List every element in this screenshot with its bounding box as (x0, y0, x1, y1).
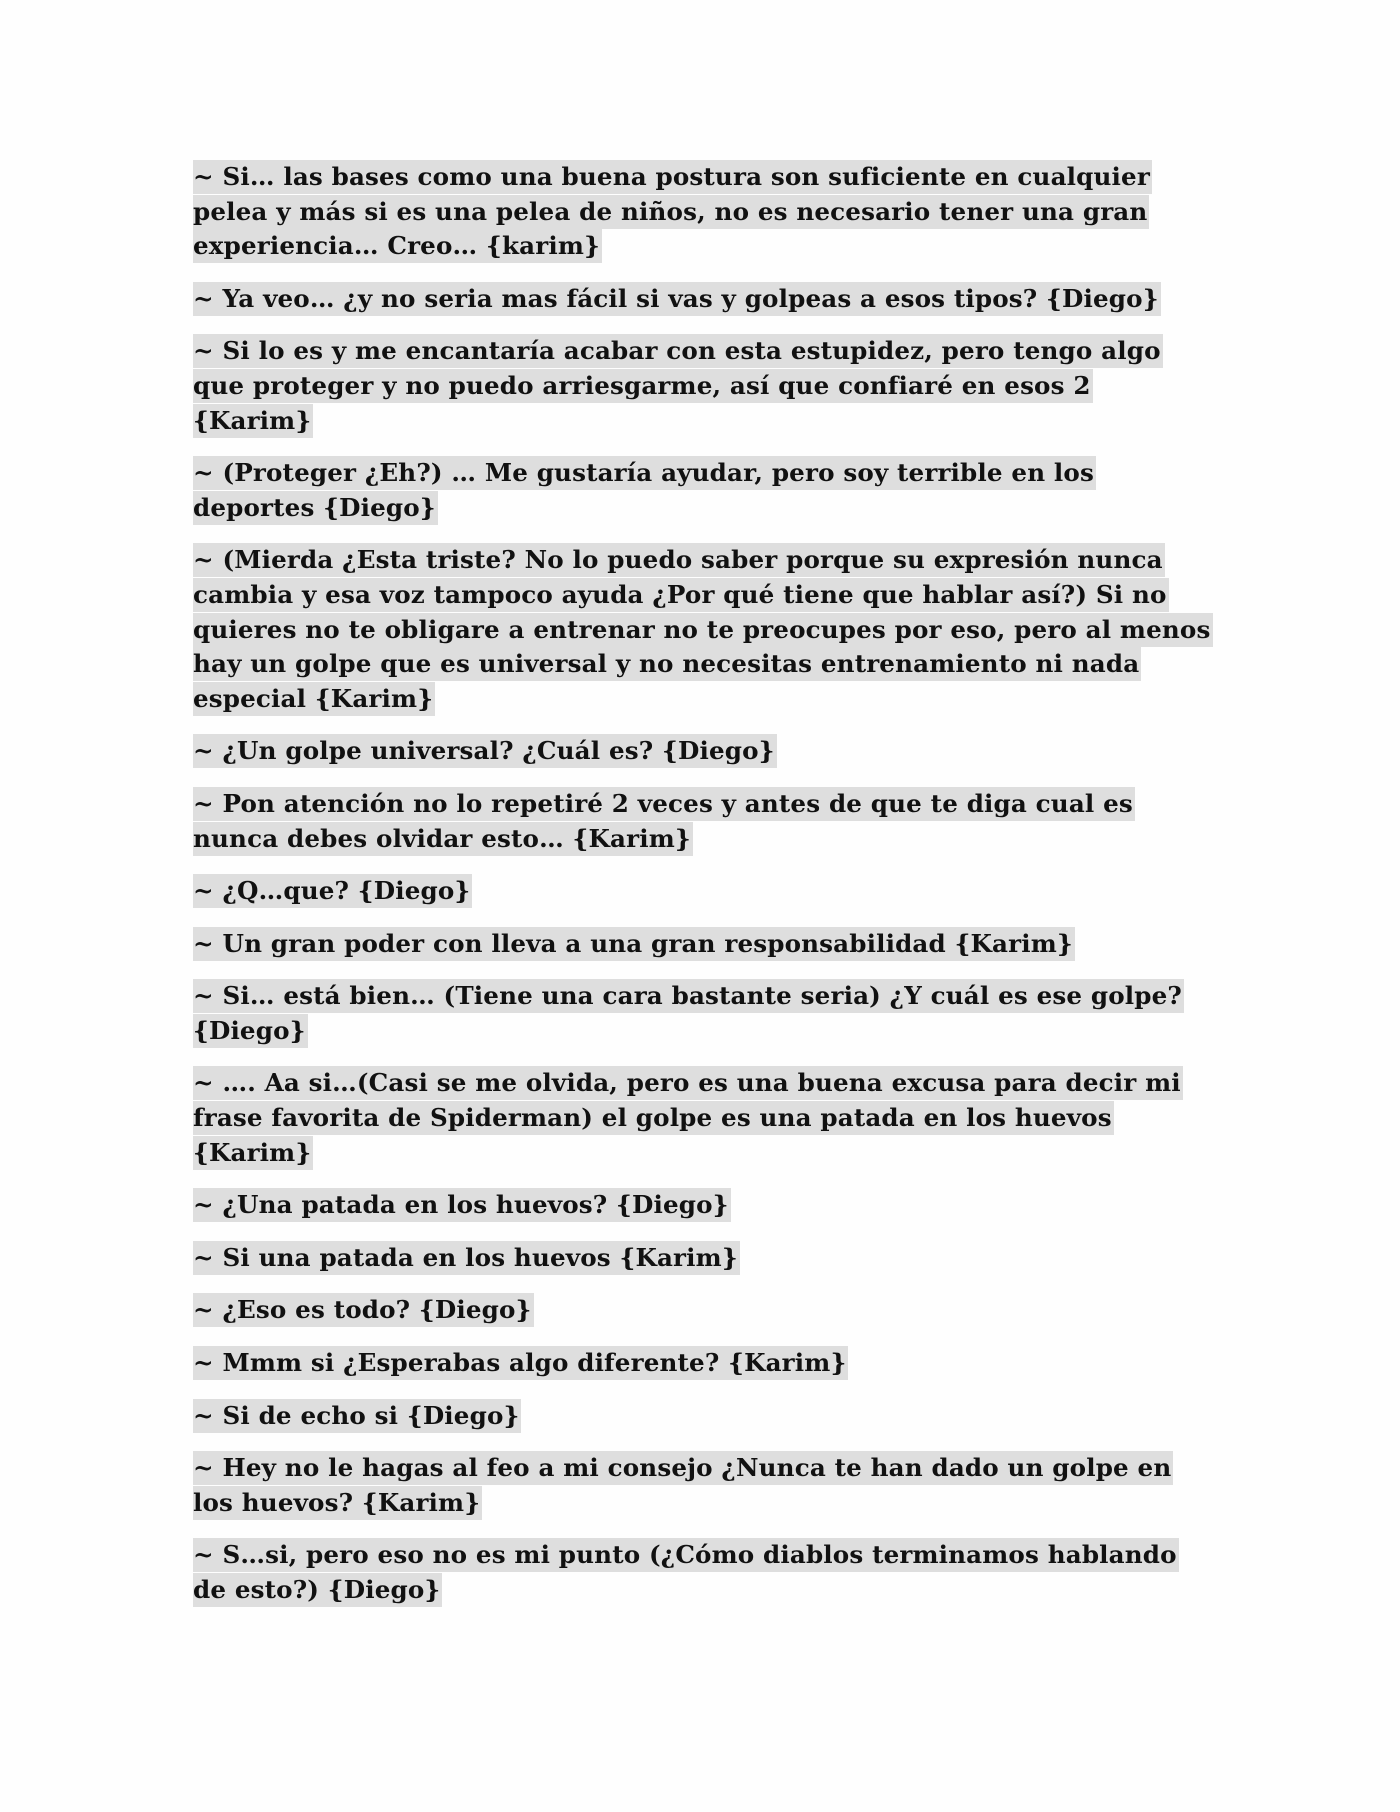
dialogue-line (193, 1451, 1213, 1520)
dialogue-line (193, 456, 1213, 525)
dialogue-line-text: ~ …. Aa si…(Casi se me olvida, pero es una buena excusa para decir mi frase favorita de Spiderman) el golpe es una patada en los huevos {Karim} (193, 1066, 1183, 1169)
dialogue-line (193, 1241, 1213, 1276)
dialogue-line-text: ~ Si una patada en los huevos {Karim} (193, 1241, 740, 1275)
dialogue-line (193, 874, 1213, 909)
dialogue-line (193, 543, 1213, 716)
dialogue-line-text: ~ Ya veo… ¿y no seria mas fácil si vas y golpeas a esos tipos? {Diego} (193, 282, 1161, 316)
dialogue-line-text: ~ Si de echo si {Diego} (193, 1399, 521, 1433)
dialogue-line-text: ~ Un gran poder con lleva a una gran responsabilidad {Karim} (193, 927, 1075, 961)
dialogue-line-text: ~ ¿Un golpe universal? ¿Cuál es? {Diego} (193, 734, 777, 768)
dialogue-line-text: ~ ¿Eso es todo? {Diego} (193, 1293, 534, 1327)
dialogue-line (193, 1346, 1213, 1381)
dialogue-line-text: ~ Mmm si ¿Esperabas algo diferente? {Karim} (193, 1346, 848, 1380)
dialogue-line (193, 787, 1213, 856)
dialogue-line-text: ~ (Mierda ¿Esta triste? No lo puedo saber porque su expresión nunca cambia y esa voz tampoco ayuda ¿Por qué tiene que hablar así?) Si no quieres no te obligare a entrenar no te preocupes por eso, pero al menos hay un golpe que es universal y no necesitas entrenamiento ni nada especial {Karim} (193, 543, 1213, 715)
dialogue-line-text: ~ ¿Una patada en los huevos? {Diego} (193, 1188, 731, 1222)
dialogue-line (193, 1399, 1213, 1434)
dialogue-line-text: ~ ¿Q…que? {Diego} (193, 874, 472, 908)
dialogue-line (193, 282, 1213, 317)
dialogue-line (193, 160, 1213, 264)
dialogue-line (193, 1066, 1213, 1170)
dialogue-line-text: ~ Si… está bien… (Tiene una cara bastante seria) ¿Y cuál es ese golpe? {Diego} (193, 979, 1184, 1048)
dialogue-text-block (193, 160, 1213, 1626)
dialogue-line (193, 1293, 1213, 1328)
dialogue-line-text: ~ S…si, pero eso no es mi punto (¿Cómo diablos terminamos hablando de esto?) {Diego} (193, 1538, 1179, 1607)
dialogue-line (193, 734, 1213, 769)
dialogue-line-text: ~ Hey no le hagas al feo a mi consejo ¿Nunca te han dado un golpe en los huevos? {Karim} (193, 1451, 1173, 1520)
dialogue-line (193, 1188, 1213, 1223)
dialogue-line (193, 1538, 1213, 1607)
dialogue-line (193, 979, 1213, 1048)
dialogue-line-text: ~ (Proteger ¿Eh?) … Me gustaría ayudar, pero soy terrible en los deportes {Diego} (193, 456, 1096, 525)
dialogue-line-text: ~ Si… las bases como una buena postura son suficiente en cualquier pelea y más si es una pelea de niños, no es necesario tener una gran experiencia… Creo… {karim} (193, 160, 1152, 263)
dialogue-line (193, 927, 1213, 962)
dialogue-line-text: ~ Pon atención no lo repetiré 2 veces y antes de que te diga cual es nunca debes olvidar esto… {Karim} (193, 787, 1135, 856)
dialogue-line (193, 334, 1213, 438)
dialogue-line-text: ~ Si lo es y me encantaría acabar con esta estupidez, pero tengo algo que proteger y no puedo arriesgarme, así que confiaré en esos 2 {Karim} (193, 334, 1163, 437)
